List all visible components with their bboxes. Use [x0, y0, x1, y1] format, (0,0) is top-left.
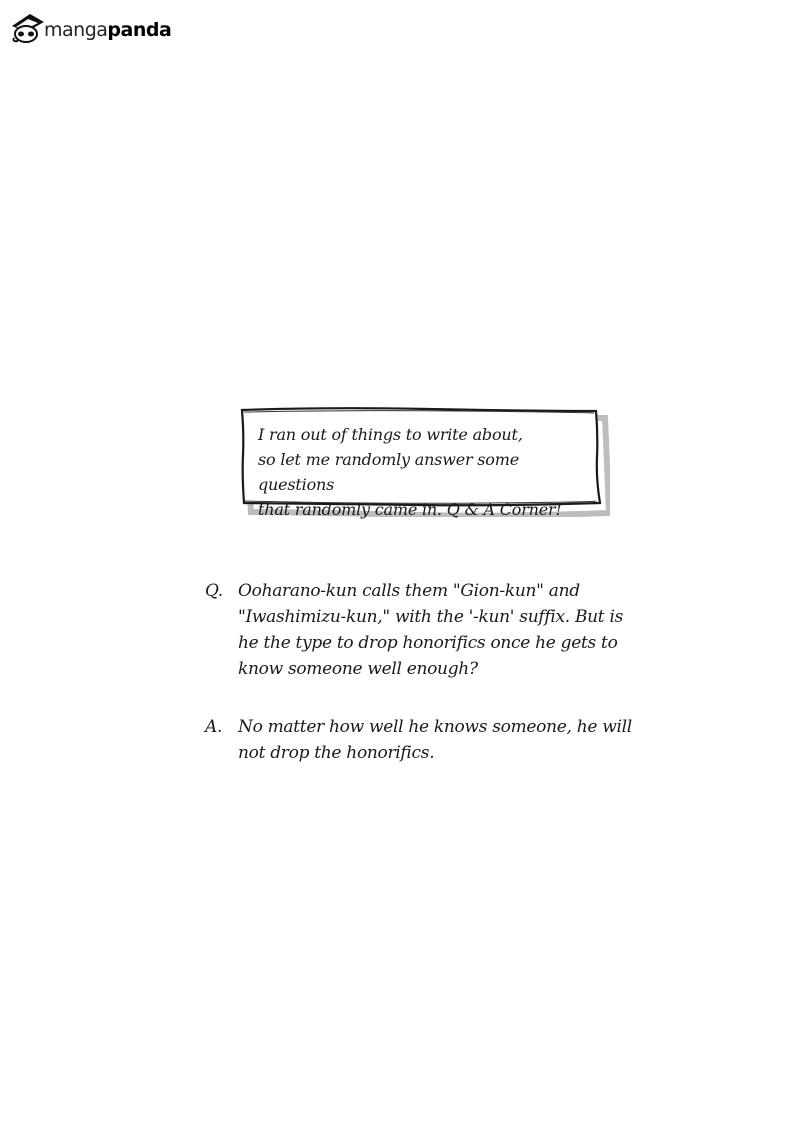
watermark-text-manga: manga: [44, 19, 108, 41]
answer-marker: A.: [205, 717, 223, 737]
mangapanda-watermark: [10, 10, 190, 44]
watermark-text-panda: panda: [107, 19, 172, 41]
answer-text: No matter how well he knows someone, he will not drop the honorifics.: [238, 717, 632, 763]
intro-note-box: [238, 405, 604, 519]
panda-head-icon: [10, 10, 46, 44]
watermark-text: [44, 20, 171, 40]
intro-note-text: I ran out of things to write about, so let me randomly answer some questions that randomly came in. Q & A Corner!: [258, 425, 562, 519]
question-text: Ooharano-kun calls them "Gion-kun" and "Iwashimizu-kun," with the '-kun' suffix. But is he the type to drop honorifics once he gets to know someone well enough?: [238, 581, 624, 679]
question-marker: Q.: [205, 581, 223, 601]
